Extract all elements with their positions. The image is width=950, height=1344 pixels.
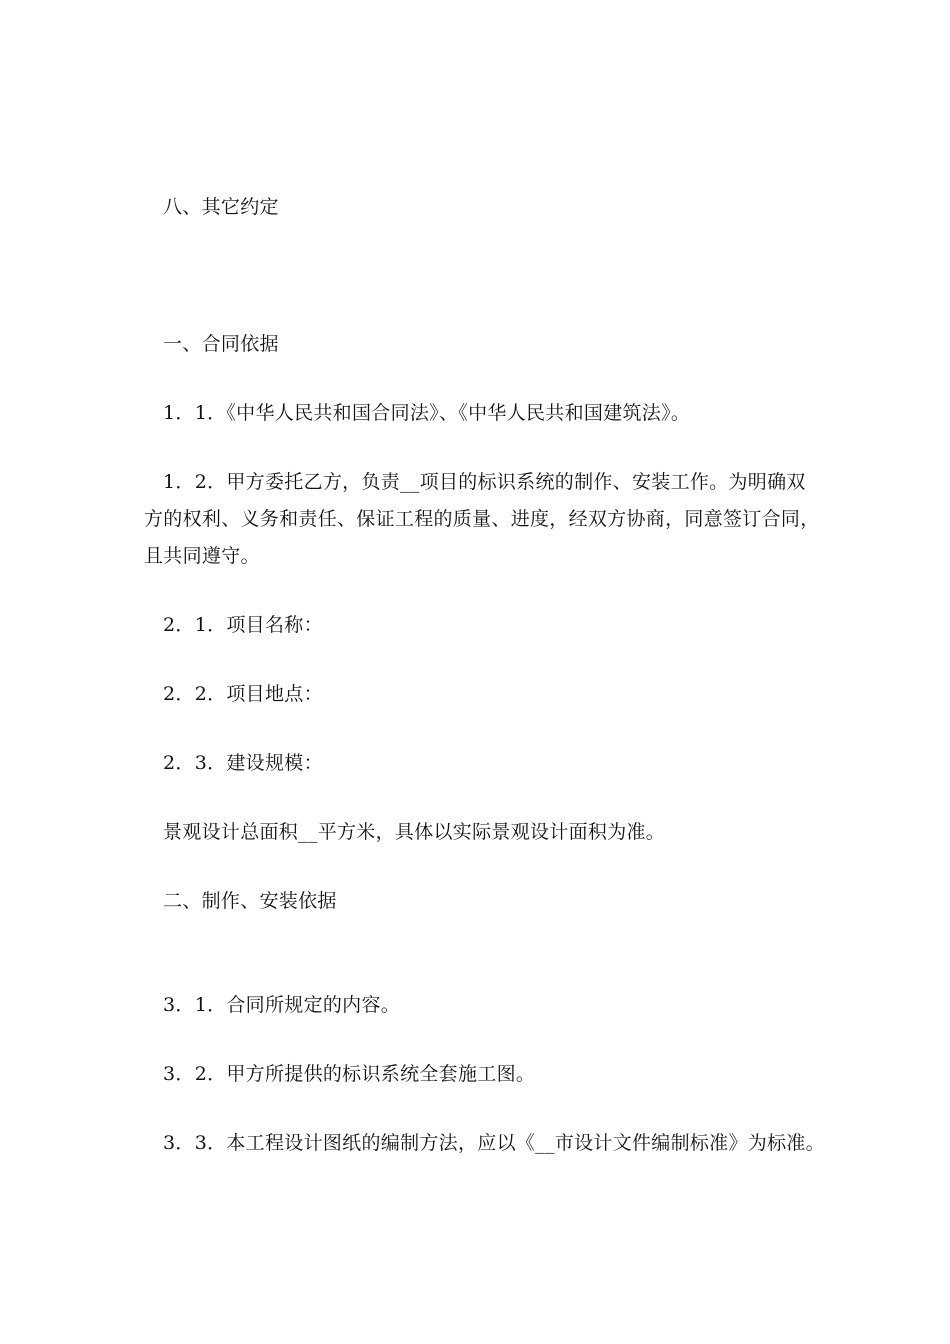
paragraph-3-2: 3．2．甲方所提供的标识系统全套施工图。 — [163, 1063, 536, 1085]
paragraph-1-1: 1．1．《中华人民共和国合同法》、《中华人民共和国建筑法》。 — [163, 402, 691, 424]
paragraph-2-1: 2．1．项目名称： — [163, 614, 323, 636]
paragraph-1-2-line-3: 且共同遵守。 — [144, 545, 260, 567]
paragraph-3-3: 3．3．本工程设计图纸的编制方法，应以《__市设计文件编制标准》为标准。 — [163, 1132, 825, 1154]
section-title-contract-basis: 一、合同依据 — [163, 333, 279, 355]
paragraph-2-2: 2．2．项目地点： — [163, 683, 323, 705]
heading-other-agreements: 八、其它约定 — [163, 196, 279, 218]
paragraph-1-2-line-2: 方的权利、义务和责任、保证工程的质量、进度，经双方协商，同意签订合同， — [144, 508, 820, 530]
paragraph-2-3: 2．3．建设规模： — [163, 752, 323, 774]
paragraph-scale: 景观设计总面积__平方米，具体以实际景观设计面积为准。 — [163, 821, 666, 843]
paragraph-1-2-line-1: 1．2．甲方委托乙方，负责__项目的标识系统的制作、安装工作。为明确双 — [163, 471, 806, 493]
section-title-production-basis: 二、制作、安装依据 — [163, 890, 337, 912]
paragraph-3-1: 3．1．合同所规定的内容。 — [163, 994, 401, 1016]
